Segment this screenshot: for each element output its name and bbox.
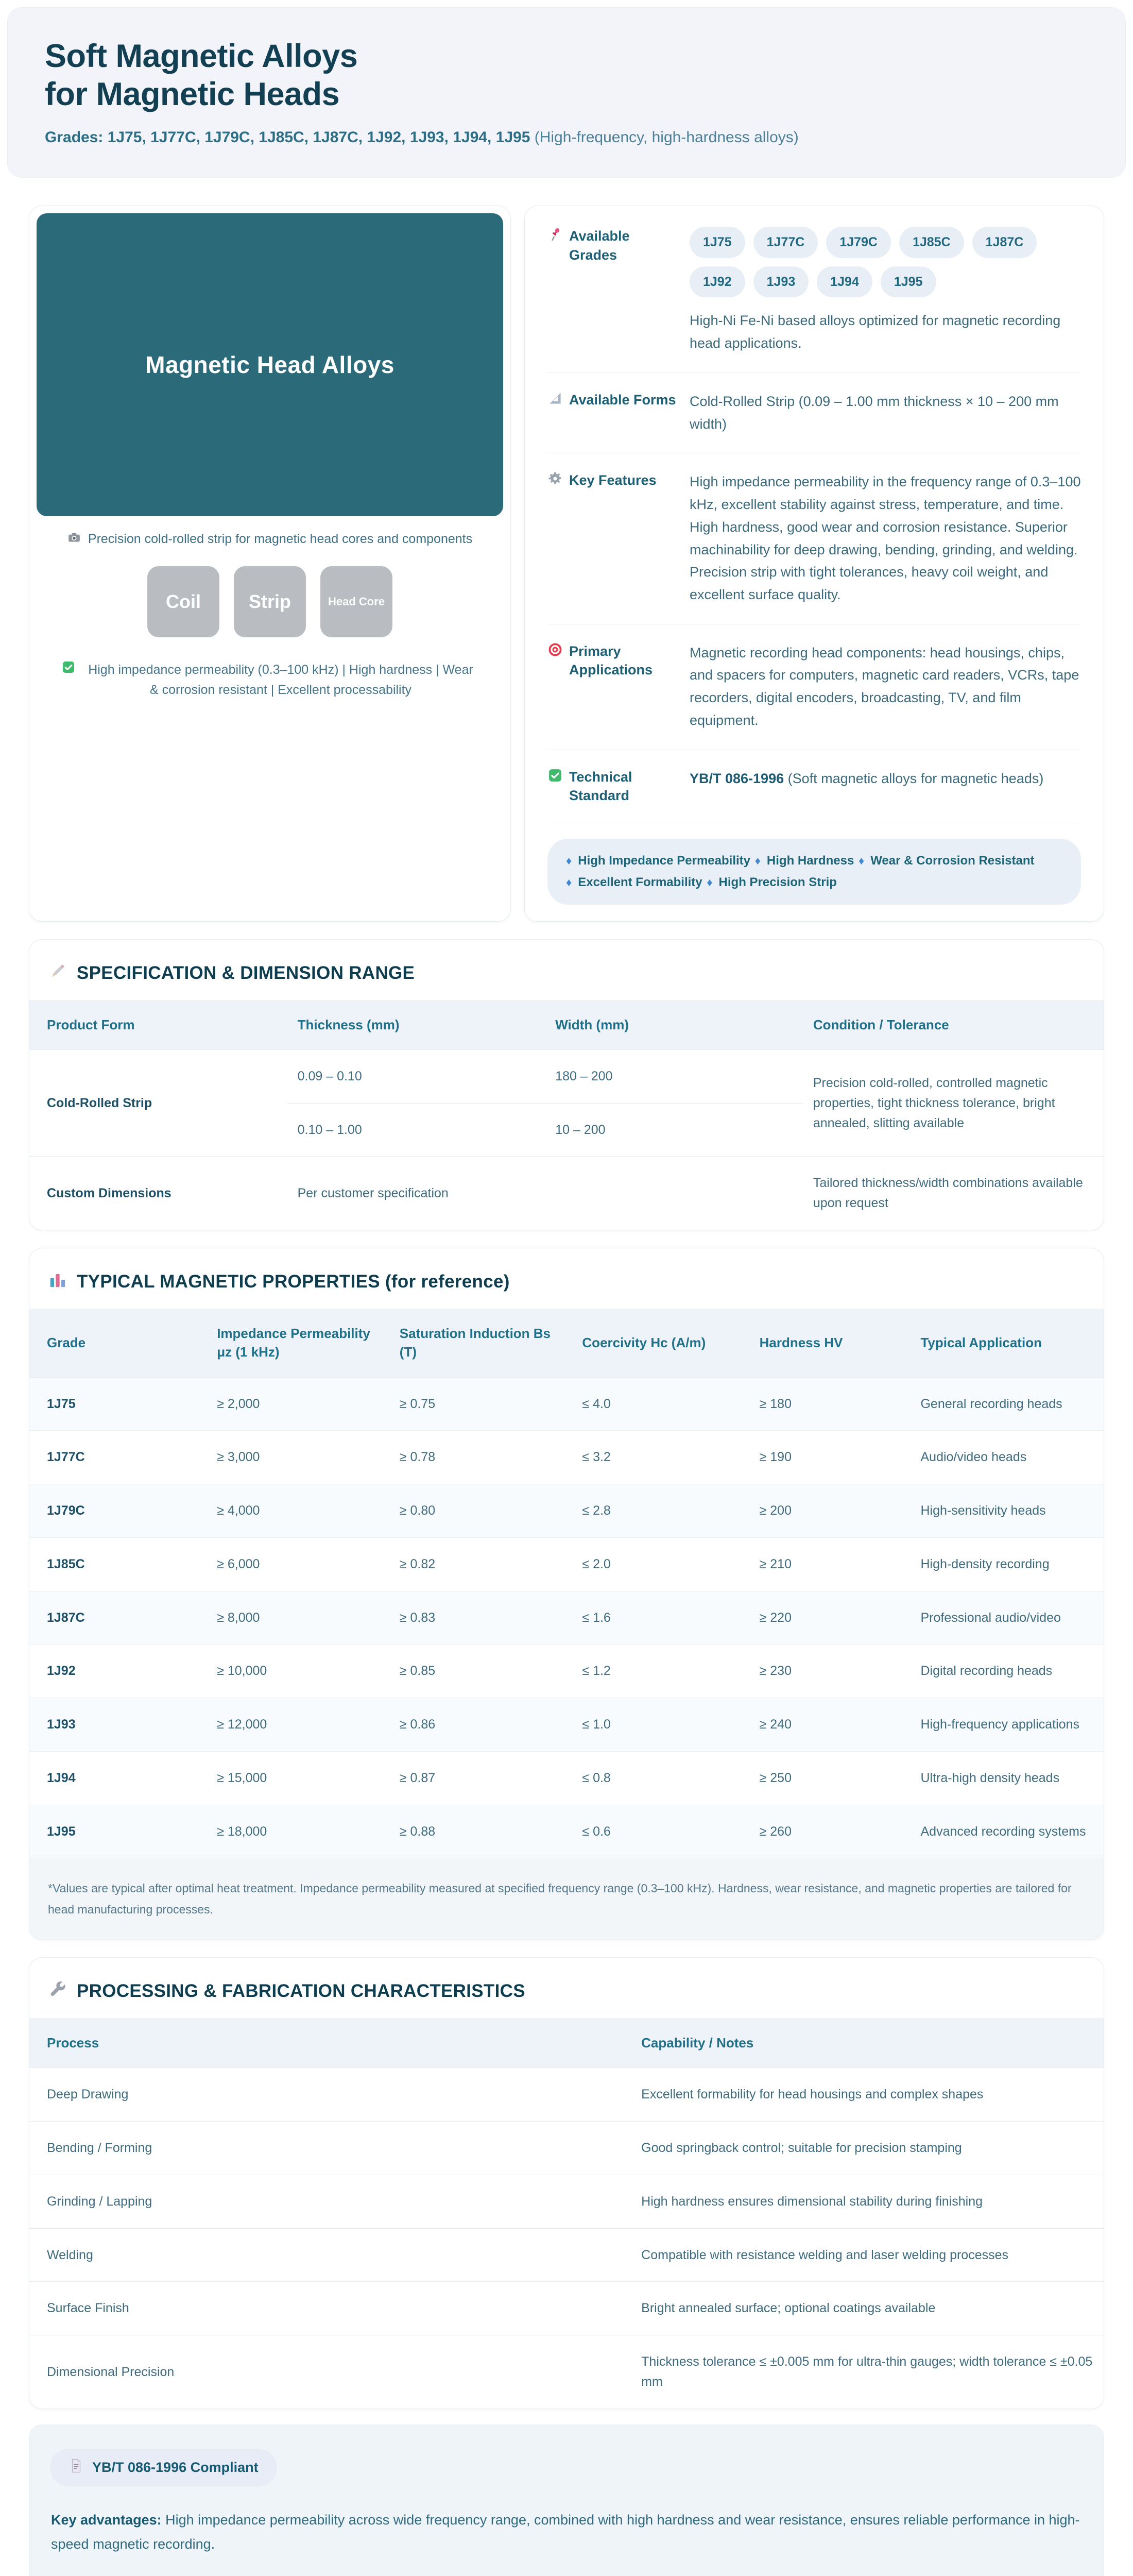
hardness-cell: ≥ 210 — [749, 1537, 911, 1591]
application-cell: Digital recording heads — [910, 1645, 1104, 1698]
forms-value: Cold-Rolled Strip (0.09 – 1.00 mm thickness × 10 – 200 mm width) — [690, 393, 1059, 432]
page-header — [7, 7, 1126, 178]
feature-tag: ♦ High Impedance Permeability — [566, 853, 751, 868]
table-row — [29, 1431, 1104, 1484]
info-row-standard — [547, 750, 1081, 823]
column-header: Width (mm) — [545, 1000, 803, 1050]
coercivity-cell: ≤ 3.2 — [572, 1431, 749, 1484]
grade-badge: 1J94 — [817, 266, 872, 298]
page-subtitle — [45, 129, 1088, 146]
page-title — [45, 38, 1088, 113]
table-row — [29, 2122, 1104, 2175]
thickness-cell: 0.10 – 1.00 — [287, 1103, 545, 1157]
spec-section — [29, 939, 1104, 1230]
grade-cell: 1J94 — [29, 1751, 207, 1805]
column-header: Thickness (mm) — [287, 1000, 545, 1050]
grade-cell: 1J77C — [29, 1431, 207, 1484]
check-icon — [547, 768, 563, 788]
grade-badge: 1J79C — [826, 227, 891, 258]
process-cell: Grinding / Lapping — [29, 2175, 631, 2228]
saturation-cell: ≥ 0.87 — [389, 1751, 572, 1805]
table-row — [29, 1157, 1104, 1230]
product-highlight-text: High impedance permeability (0.3–100 kHz) | High hardness | Wear & corrosion resistant | Excellent processability — [88, 663, 473, 698]
diamond-icon: ♦ — [566, 875, 572, 889]
permeability-cell: ≥ 4,000 — [207, 1484, 389, 1538]
permeability-cell: ≥ 15,000 — [207, 1751, 389, 1805]
permeability-cell: ≥ 18,000 — [207, 1805, 389, 1858]
pushpin-icon — [547, 227, 563, 247]
product-form-cell: Custom Dimensions — [29, 1157, 287, 1230]
saturation-cell: ≥ 0.88 — [389, 1805, 572, 1858]
condition-cell: Precision cold-rolled, controlled magnetic properties, tight thickness tolerance, bright annealed, slitting available — [803, 1049, 1104, 1157]
spec-header-row — [29, 1000, 1104, 1050]
grade-badge: 1J93 — [753, 266, 809, 298]
grades-label: Available Grades — [547, 227, 676, 354]
coercivity-cell: ≤ 0.8 — [572, 1751, 749, 1805]
table-row — [29, 1049, 1104, 1103]
process-cell: Bending / Forming — [29, 2122, 631, 2175]
column-header: Capability / Notes — [631, 2018, 1104, 2068]
check-icon — [61, 660, 76, 681]
table-row — [29, 1591, 1104, 1645]
spec-table — [29, 1000, 1104, 1230]
process-cell: Deep Drawing — [29, 2068, 631, 2122]
product-highlight — [37, 641, 503, 722]
table-row — [29, 1698, 1104, 1752]
diamond-icon: ♦ — [858, 854, 865, 867]
table-row — [29, 1805, 1104, 1858]
grade-badge: 1J85C — [899, 227, 964, 258]
column-header: Impedance Permeability μz (1 kHz) — [207, 1309, 389, 1377]
hardness-cell: ≥ 240 — [749, 1698, 911, 1752]
application-cell: High-frequency applications — [910, 1698, 1104, 1752]
magnetic-heading: TYPICAL MAGNETIC PROPERTIES (for reference) — [29, 1248, 1104, 1309]
coercivity-cell: ≤ 4.0 — [572, 1377, 749, 1431]
feature-tag: ♦ Excellent Formability — [566, 875, 702, 889]
hardness-cell: ≥ 250 — [749, 1751, 911, 1805]
processing-header-row — [29, 2018, 1104, 2068]
grade-cell: 1J92 — [29, 1645, 207, 1698]
saturation-cell: ≥ 0.85 — [389, 1645, 572, 1698]
feature-tag: ♦ Wear & Corrosion Resistant — [858, 853, 1035, 868]
standard-label: Technical Standard — [547, 768, 676, 805]
grade-badge: 1J87C — [972, 227, 1037, 258]
column-header: Hardness HV — [749, 1309, 911, 1377]
compliance-badge-ybt: YB/T 086-1996 Compliant — [50, 2449, 277, 2486]
standard-value — [690, 768, 1081, 805]
application-cell: High-density recording — [910, 1537, 1104, 1591]
grade-cell: 1J75 — [29, 1377, 207, 1431]
thumbnail-coil[interactable]: Coil — [147, 566, 219, 637]
processing-heading: PROCESSING & FABRICATION CHARACTERISTICS — [29, 1958, 1104, 2018]
capability-cell: Good springback control; suitable for precision stamping — [631, 2122, 1104, 2175]
features-value: High impedance permeability in the frequency range of 0.3–100 kHz, excellent stability against stress, temperature, and time. High hardness, good wear and corrosion resistance. Superior machinability for deep drawing, bending, grinding, and welding. Precision strip with tight tolerances, heavy coil weight, and excellent surface quality. — [690, 474, 1081, 603]
spec-heading: SPECIFICATION & DIMENSION RANGE — [29, 940, 1104, 1000]
feature-tag: ♦ High Hardness — [754, 853, 854, 868]
column-header: Product Form — [29, 1000, 287, 1050]
diamond-icon: ♦ — [707, 875, 713, 889]
column-header: Typical Application — [910, 1309, 1104, 1377]
application-cell: High-sensitivity heads — [910, 1484, 1104, 1538]
info-row-grades — [547, 209, 1081, 372]
diamond-icon: ♦ — [754, 854, 761, 867]
table-row — [29, 1751, 1104, 1805]
key-advantages-label: Key advantages: — [51, 2512, 162, 2528]
grade-cell: 1J93 — [29, 1698, 207, 1752]
pencil-icon — [48, 961, 67, 986]
table-row — [29, 2282, 1104, 2335]
column-header: Coercivity Hc (A/m) — [572, 1309, 749, 1377]
coercivity-cell: ≤ 0.6 — [572, 1805, 749, 1858]
grade-cell: 1J95 — [29, 1805, 207, 1858]
thumbnail-strip[interactable]: Strip — [234, 566, 306, 637]
applications-value: Magnetic recording head components: head housings, chips, and spacers for computers, magnetic card readers, VCRs, tape recorders, digital encoders, broadcasting, TV, and film equipment. — [690, 645, 1079, 728]
grade-badge: 1J95 — [881, 266, 936, 298]
table-row — [29, 2228, 1104, 2282]
feature-tags-pill — [547, 839, 1081, 905]
product-thumbnails — [37, 558, 503, 641]
subtitle-note: (High-frequency, high-hardness alloys) — [534, 129, 799, 146]
processing-section — [29, 1957, 1104, 2409]
hardness-cell: ≥ 230 — [749, 1645, 911, 1698]
table-row — [29, 2068, 1104, 2122]
diamond-icon: ♦ — [566, 854, 572, 867]
grade-cell: 1J85C — [29, 1537, 207, 1591]
capability-cell: Bright annealed surface; optional coatings available — [631, 2282, 1104, 2335]
info-row-features — [547, 453, 1081, 624]
product-image — [37, 213, 503, 516]
permeability-cell: ≥ 3,000 — [207, 1431, 389, 1484]
product-image-card — [29, 206, 511, 921]
application-cell: General recording heads — [910, 1377, 1104, 1431]
thumbnail-head-core[interactable]: Head Core — [320, 566, 392, 637]
process-cell: Welding — [29, 2228, 631, 2282]
forms-label: Available Forms — [547, 391, 676, 435]
permeability-cell: ≥ 12,000 — [207, 1698, 389, 1752]
key-advantages-text: High impedance permeability across wide frequency range, combined with high hardness and wear resistance, ensures reliable performance in high-speed magnetic recording. — [51, 2512, 1080, 2552]
capability-cell: Thickness tolerance ≤ ±0.005 mm for ultra-thin gauges; width tolerance ≤ ±0.05 mm — [631, 2335, 1104, 2409]
permeability-cell: ≥ 10,000 — [207, 1645, 389, 1698]
column-header: Saturation Induction Bs (T) — [389, 1309, 572, 1377]
hero-section — [29, 206, 1104, 921]
table-row — [29, 2175, 1104, 2228]
capability-cell: Excellent formability for head housings and complex shapes — [631, 2068, 1104, 2122]
bar-chart-icon — [48, 1270, 67, 1294]
coercivity-cell: ≤ 1.0 — [572, 1698, 749, 1752]
saturation-cell: ≥ 0.82 — [389, 1537, 572, 1591]
grades-description: High-Ni Fe-Ni based alloys optimized for magnetic recording head applications. — [690, 313, 1061, 351]
grade-badge: 1J92 — [690, 266, 745, 298]
grade-badge-list — [690, 227, 1081, 297]
saturation-cell: ≥ 0.78 — [389, 1431, 572, 1484]
page-title-line2: for Magnetic Heads — [45, 76, 340, 112]
key-advantages — [51, 2508, 1082, 2557]
application-cell: Advanced recording systems — [910, 1805, 1104, 1858]
coercivity-cell: ≤ 1.2 — [572, 1645, 749, 1698]
compliance-section — [29, 2425, 1104, 2576]
info-row-applications — [547, 624, 1081, 750]
standard-description: (Soft magnetic alloys for magnetic heads) — [784, 770, 1044, 786]
permeability-cell: ≥ 8,000 — [207, 1591, 389, 1645]
target-icon — [547, 642, 563, 662]
saturation-cell: ≥ 0.75 — [389, 1377, 572, 1431]
hardness-cell: ≥ 180 — [749, 1377, 911, 1431]
coercivity-cell: ≤ 1.6 — [572, 1591, 749, 1645]
hardness-cell: ≥ 220 — [749, 1591, 911, 1645]
grade-badge: 1J75 — [690, 227, 745, 258]
gear-icon — [547, 471, 563, 491]
application-cell: Professional audio/video — [910, 1591, 1104, 1645]
process-cell: Surface Finish — [29, 2282, 631, 2335]
page-title-line1: Soft Magnetic Alloys — [45, 38, 358, 74]
product-caption — [37, 516, 503, 558]
application-cell: Ultra-high density heads — [910, 1751, 1104, 1805]
table-row — [29, 1645, 1104, 1698]
column-header: Condition / Tolerance — [803, 1000, 1104, 1050]
document-icon — [68, 2458, 84, 2477]
thickness-cell: Per customer specification — [287, 1157, 545, 1230]
standard-code: YB/T 086-1996 — [690, 770, 784, 786]
width-cell: 180 – 200 — [545, 1049, 803, 1103]
triangle-ruler-icon — [547, 391, 563, 411]
saturation-cell: ≥ 0.86 — [389, 1698, 572, 1752]
product-info-panel — [524, 206, 1104, 921]
magnetic-header-row — [29, 1309, 1104, 1377]
width-cell — [545, 1157, 803, 1230]
camera-icon — [67, 531, 81, 548]
thickness-cell: 0.09 – 0.10 — [287, 1049, 545, 1103]
permeability-cell: ≥ 2,000 — [207, 1377, 389, 1431]
features-label: Key Features — [547, 471, 676, 606]
coercivity-cell: ≤ 2.0 — [572, 1537, 749, 1591]
table-row — [29, 1377, 1104, 1431]
column-header: Process — [29, 2018, 631, 2068]
magnetic-table — [29, 1309, 1104, 1858]
product-image-title: Magnetic Head Alloys — [145, 351, 394, 379]
application-cell: Audio/video heads — [910, 1431, 1104, 1484]
grade-cell: 1J87C — [29, 1591, 207, 1645]
saturation-cell: ≥ 0.83 — [389, 1591, 572, 1645]
coercivity-cell: ≤ 2.8 — [572, 1484, 749, 1538]
magnetic-properties-section — [29, 1248, 1104, 1940]
feature-tag: ♦ High Precision Strip — [707, 875, 837, 889]
info-row-forms — [547, 373, 1081, 453]
capability-cell: High hardness ensures dimensional stability during finishing — [631, 2175, 1104, 2228]
hardness-cell: ≥ 200 — [749, 1484, 911, 1538]
magnetic-footnote: *Values are typical after optimal heat treatment. Impedance permeability measured at specified frequency range (0.3–100 kHz). Hardness, wear resistance, and magnetic properties are tailored for head manufacturing processes. — [29, 1858, 1104, 1939]
table-row — [29, 1537, 1104, 1591]
process-cell: Dimensional Precision — [29, 2335, 631, 2409]
permeability-cell: ≥ 6,000 — [207, 1537, 389, 1591]
width-cell: 10 – 200 — [545, 1103, 803, 1157]
product-form-cell: Cold-Rolled Strip — [29, 1049, 287, 1157]
grade-cell: 1J79C — [29, 1484, 207, 1538]
hardness-cell: ≥ 260 — [749, 1805, 911, 1858]
processing-table — [29, 2018, 1104, 2409]
grade-badge: 1J77C — [753, 227, 818, 258]
subtitle-grades: Grades: 1J75, 1J77C, 1J79C, 1J85C, 1J87C, 1J92, 1J93, 1J94, 1J95 — [45, 129, 530, 146]
grades-content — [690, 227, 1081, 354]
column-header: Grade — [29, 1309, 207, 1377]
product-caption-text: Precision cold-rolled strip for magnetic head cores and components — [88, 532, 473, 547]
hardness-cell: ≥ 190 — [749, 1431, 911, 1484]
saturation-cell: ≥ 0.80 — [389, 1484, 572, 1538]
capability-cell: Compatible with resistance welding and laser welding processes — [631, 2228, 1104, 2282]
condition-cell: Tailored thickness/width combinations available upon request — [803, 1157, 1104, 1230]
applications-label: Primary Applications — [547, 642, 676, 732]
table-row — [29, 1484, 1104, 1538]
table-row — [29, 2335, 1104, 2409]
wrench-icon — [48, 1979, 67, 2004]
